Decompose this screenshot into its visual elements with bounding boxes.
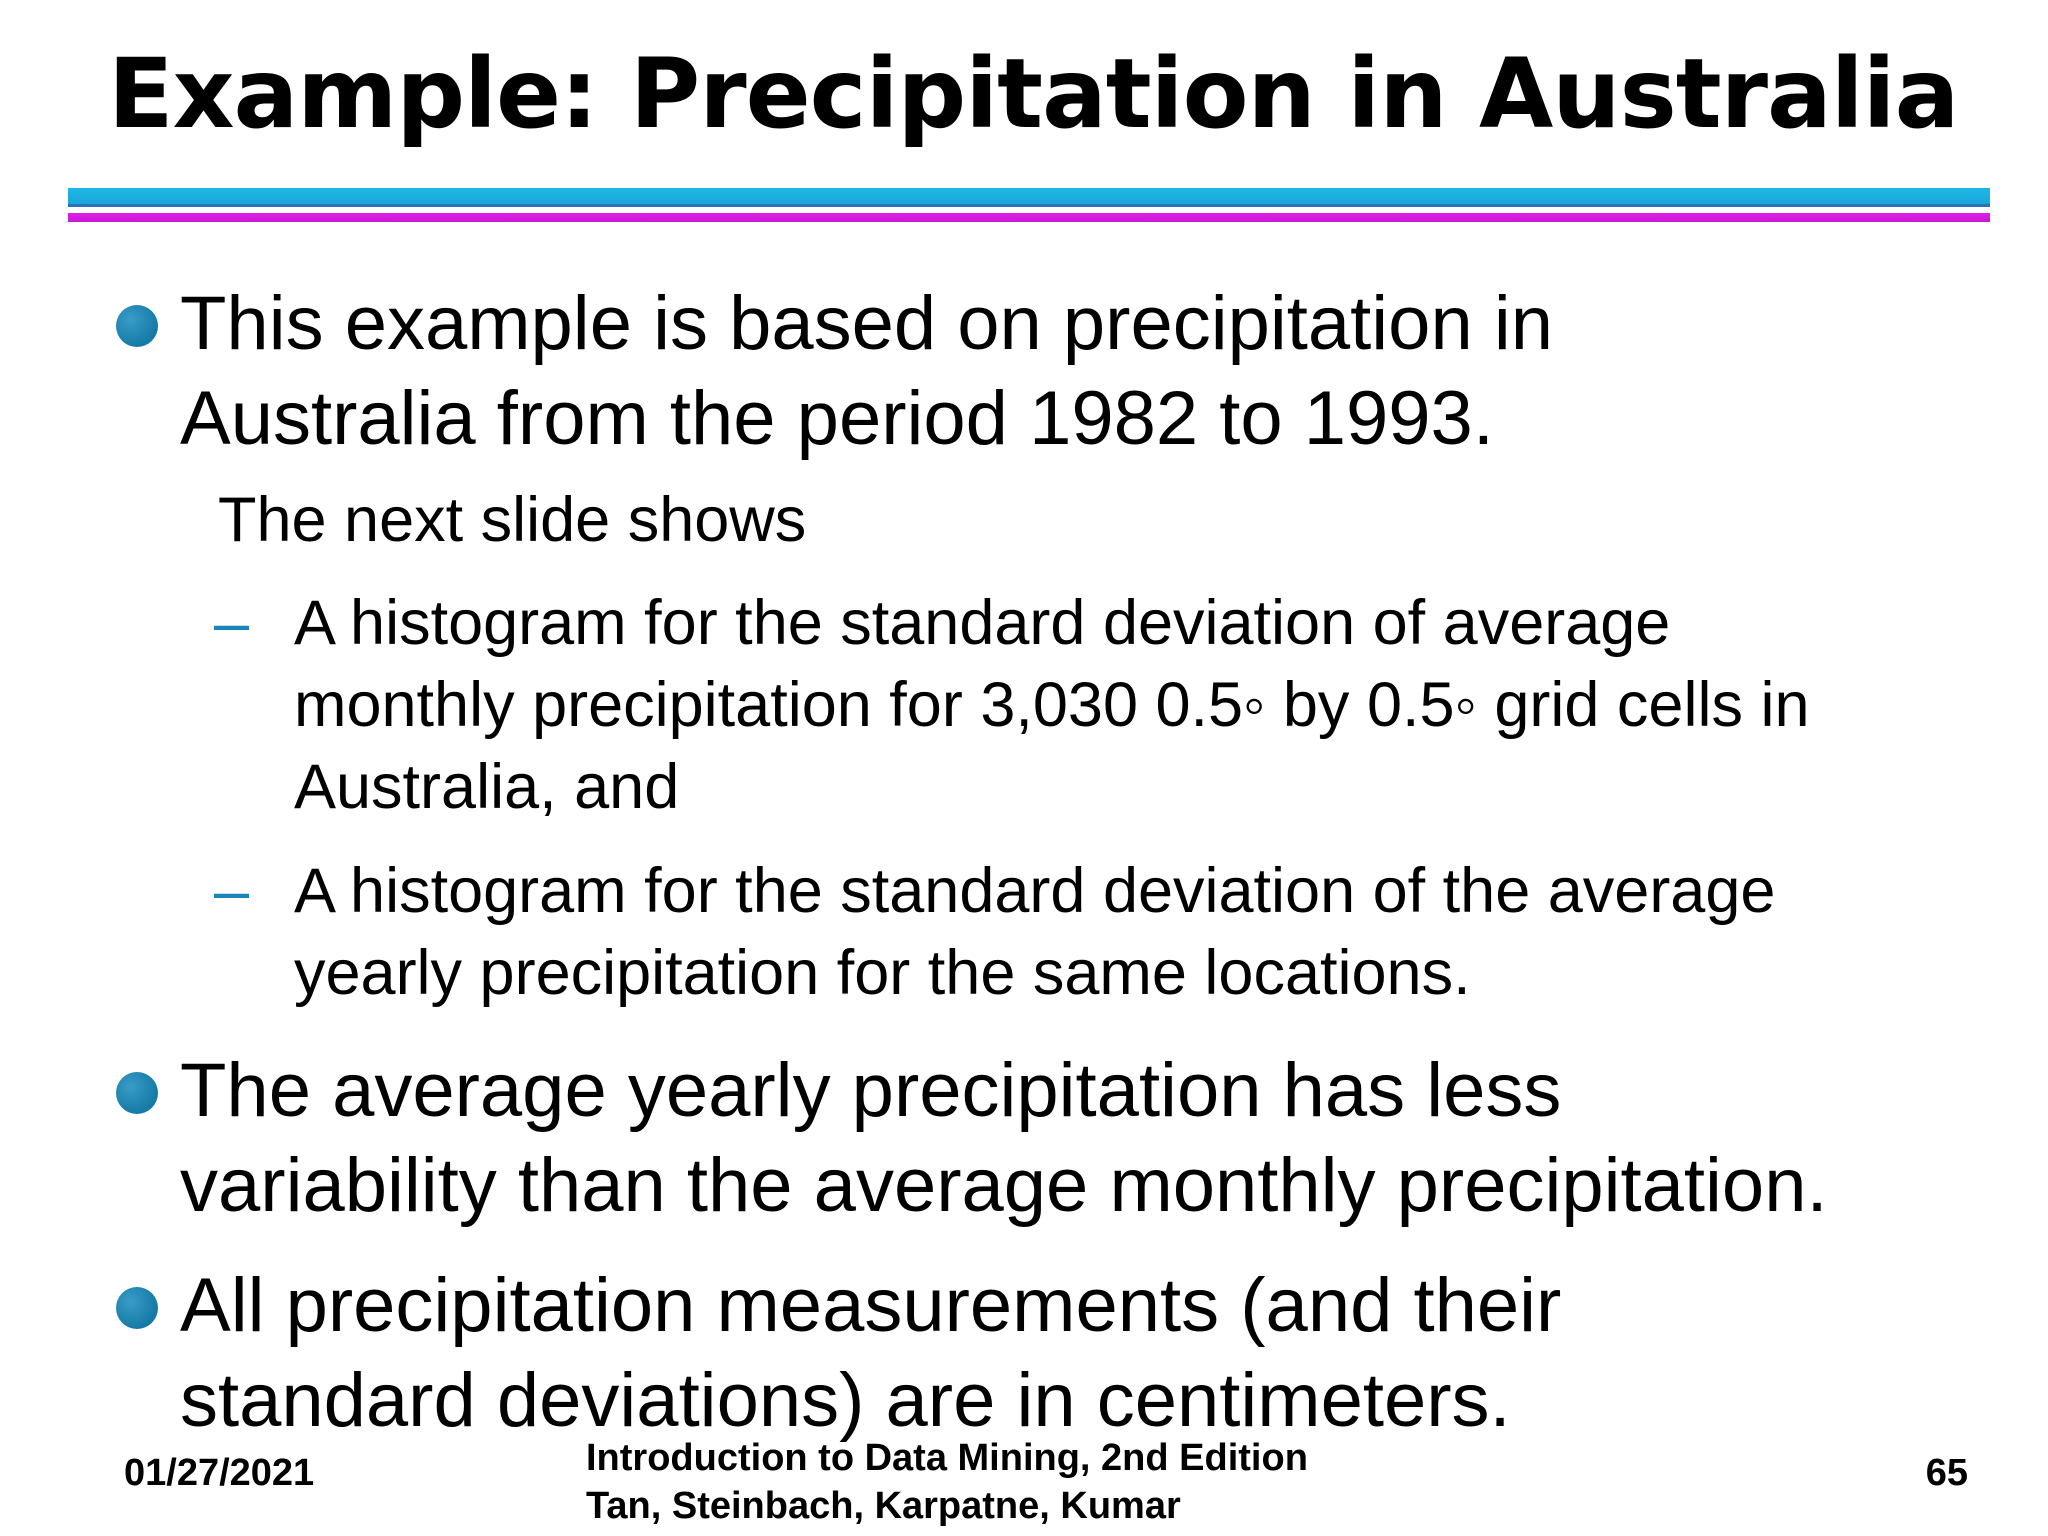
bullet-2-text: [180, 1043, 1828, 1233]
sub-item-1-text: [294, 582, 1809, 828]
slide-title: Example: Precipitation in Australia: [108, 38, 1959, 150]
sub-item-2-line-2: yearly precipitation for the same locations.: [294, 938, 1471, 1008]
bullet-1-text: [180, 276, 1553, 466]
bullet-2-line-2: variability than the average monthly precipitation.: [180, 1143, 1828, 1228]
sub-item-1-line-1: A histogram for the standard deviation of average: [294, 588, 1671, 658]
title-rule-cyan: [68, 188, 1990, 204]
bullet-dot-icon: [116, 1072, 158, 1114]
bullet-3-line-1: All precipitation measurements (and their: [180, 1263, 1562, 1348]
bullet-3-text: [180, 1258, 1561, 1448]
sub-item-1-line-2: monthly precipitation for 3,030 0.5◦ by 0.5◦ grid cells in: [294, 670, 1810, 740]
dash-bullet-1: –: [214, 588, 250, 658]
bullet-dot-icon: [116, 305, 158, 347]
footer-date: 01/27/2021: [124, 1452, 315, 1494]
bullet-2-line-1: The average yearly precipitation has less: [180, 1048, 1562, 1133]
footer-book-authors: Tan, Steinbach, Karpatne, Kumar: [586, 1485, 1181, 1527]
bullet-dot-icon: [116, 1287, 158, 1329]
sub-item-2-text: [294, 850, 1775, 1014]
dash-bullet-2: –: [214, 856, 250, 926]
bullet-1-line-1: This example is based on precipitation in: [180, 281, 1553, 366]
sub-intro-text: The next slide shows: [218, 485, 807, 555]
sub-item-1-line-3: Australia, and: [294, 752, 680, 822]
title-rule-magenta: [68, 213, 1990, 222]
footer-book-title: Introduction to Data Mining, 2nd Edition: [586, 1437, 1308, 1479]
sub-item-2-line-1: A histogram for the standard deviation of the average: [294, 856, 1776, 926]
bullet-1-line-2: Australia from the period 1982 to 1993.: [180, 376, 1494, 461]
bullet-3-line-2: standard deviations) are in centimeters.: [180, 1358, 1511, 1443]
footer-page-number: 65: [1925, 1452, 1968, 1494]
footer-book-citation: [586, 1434, 1308, 1530]
